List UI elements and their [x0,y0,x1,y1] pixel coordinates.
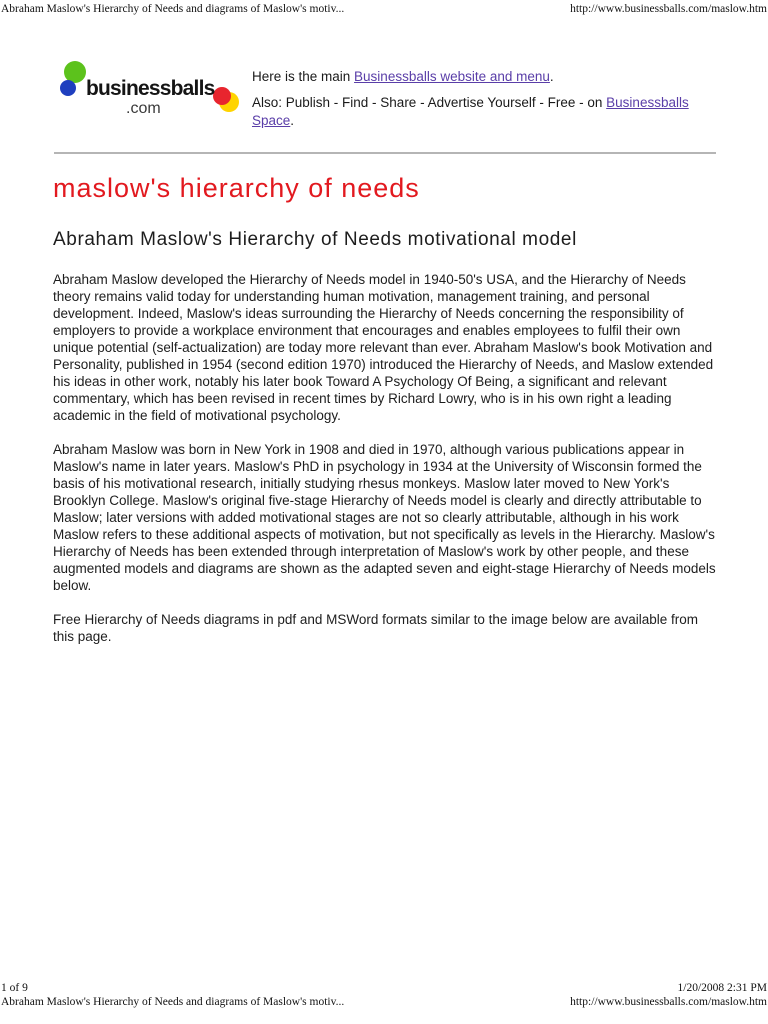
print-header [0,3,768,15]
print-header-title: Abraham Maslow's Hierarchy of Needs and diagrams of Maslow's motiv... [1,3,345,15]
header-divider [54,152,716,154]
paragraph-3: Free Hierarchy of Needs diagrams in pdf and MSWord formats similar to the image below are available from this page. [53,612,699,644]
intro-line-space: Also: Publish - Find - Share - Advertise Yourself - Free - on Businessballs Space. [252,95,689,128]
logo-wordmark: businessballs [86,77,215,100]
intro-line-main: Here is the main Businessballs website and menu. [252,69,554,84]
intro-block [252,68,722,130]
section-heading: Abraham Maslow's Hierarchy of Needs motivational model [53,229,577,250]
article-body [53,271,717,662]
print-footer-top [0,982,768,994]
print-datetime: 1/20/2008 2:31 PM [677,982,767,994]
page-title: maslow's hierarchy of needs [53,173,420,203]
main-website-link[interactable]: Businessballs website and menu [354,69,550,84]
print-footer-title: Abraham Maslow's Hierarchy of Needs and diagrams of Maslow's motiv... [1,996,345,1008]
print-footer-bottom [0,996,768,1008]
page-number: 1 of 9 [1,982,28,994]
paragraph-2: Abraham Maslow was born in New York in 1908 and died in 1970, although various publications appear in Maslow's name in later years. Maslow's PhD in psychology in 1934 at the University of Wisconsin formed the basis of his motivational research, initially studying rhesus monkeys. Maslow later moved to New York's Brooklyn College. Maslow's original five-stage Hierarchy of Needs model is clearly and directly attributable to Maslow; later versions with added motivational stages are not so clearly attributable, although in his work Maslow refers to these additional aspects of motivation, but not specifically as levels in the Hierarchy. Maslow's Hierarchy of Needs has been extended through interpretation of Maslow's work by other people, and these augmented models and diagrams are shown as the adapted seven and eight-stage Hierarchy of Needs models below. [53,442,716,593]
paragraph-1: Abraham Maslow developed the Hierarchy of Needs model in 1940-50's USA, and the Hierarchy of Needs theory remains valid today for understanding human motivation, management training, and personal development. Indeed, Maslow's ideas surrounding the Hierarchy of Needs concerning the responsibility of employers to provide a workplace environment that encourages and enables employees to fulfil their own unique potential (self-actualization) are today more relevant than ever. Abraham Maslow's book Motivation and Personality, published in 1954 (second edition 1970) introduced the Hierarchy of Needs, and Maslow extended his ideas in other work, notably his later book Toward A Psychology Of Being, a significant and relevant commentary, which has been revised in recent times by Richard Lowry, who is in his own right a leading academic in the field of motivational psychology. [53,272,714,423]
businessballs-space-link[interactable]: Businessballs Space [252,95,689,128]
businessballs-logo[interactable] [58,58,248,128]
logo-suffix: .com [126,100,161,117]
print-header-url: http://www.businessballs.com/maslow.htm [570,3,767,15]
print-footer-url: http://www.businessballs.com/maslow.htm [570,996,767,1008]
